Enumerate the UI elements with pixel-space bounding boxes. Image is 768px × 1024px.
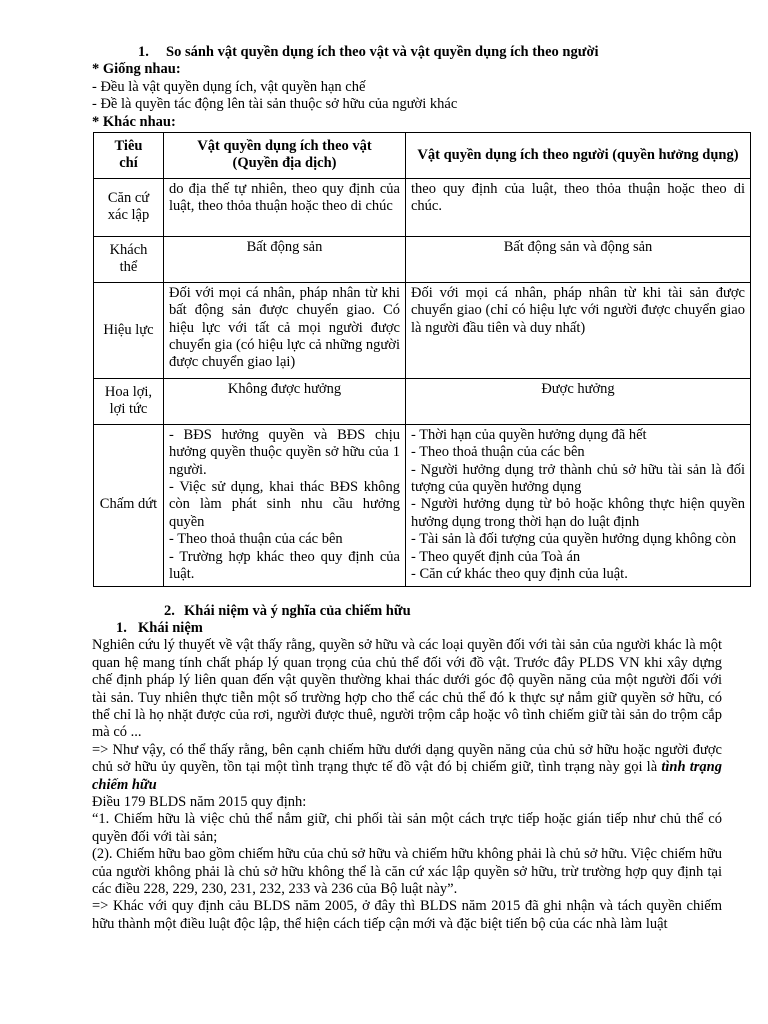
paragraph: Điều 179 BLDS năm 2015 quy định: <box>92 793 307 810</box>
termination-item: - BĐS hưởng quyền và BĐS chịu hưởng quyền thuộc quyền sở hữu của 1 người. <box>169 426 400 478</box>
comparison-table <box>93 132 751 586</box>
table-row <box>94 282 751 378</box>
section1-heading <box>138 44 725 61</box>
subsection-title: Khái niệm <box>138 619 203 636</box>
row-criterion: Khách thể <box>94 236 164 282</box>
section1-number: 1. <box>138 44 149 60</box>
table-row <box>94 236 751 282</box>
termination-item: - Thời hạn của quyền hưởng dụng đã hết <box>411 426 647 443</box>
emphasis-term: tình trạng chiếm hữu <box>92 759 722 793</box>
termination-item: - Theo thoả thuận của các bên <box>169 531 343 548</box>
paragraph: (2). Chiếm hữu bao gồm chiếm hữu của chủ sở hữu và chiếm hữu không phải là chủ sở hữu. Việc chiếm hữu của người không phải là chủ sở hữu không thể là căn cứ xác lập quyền sở hữu, trừ trường hợp quy định tại các điều 228, 229, 230, 231, 232, 233 và 236 của Bộ luật này”. <box>92 846 722 897</box>
section2-heading <box>164 603 725 620</box>
termination-item: - Căn cứ khác theo quy định của luật. <box>411 566 628 583</box>
row-easement-cell: Không được hưởng <box>164 378 406 424</box>
similar-point: - Đề là quyền tác động lên tài sản thuộc sở hữu của người khác <box>92 96 458 113</box>
termination-item: - Việc sử dụng, khai thác BĐS không còn làm phát sinh nhu cầu hưởng quyền <box>169 479 400 530</box>
different-heading: * Khác nhau: <box>92 113 176 130</box>
termination-item: - Người hưởng dụng trở thành chủ sở hữu tài sản là đối tượng của quyền hưởng dụng <box>411 461 745 496</box>
termination-item: - Tài sản là đối tượng của quyền hưởng dụng không còn <box>411 531 737 548</box>
row-usufruct-cell <box>406 424 751 586</box>
table-row <box>94 424 751 586</box>
header-easement: Vật quyền dụng ích theo vật (Quyền địa dịch) <box>164 133 406 179</box>
paragraph-text: => Như vậy, có thể thấy rằng, bên cạnh chiếm hữu dưới dạng quyền năng của chủ sở hữu hoặc người được chủ sở hữu ủy quyền, tồn tại một tình trạng thực tế đồ vật đó bị chiếm giữ, tình trạng này gọi là <box>92 741 722 776</box>
termination-item: - Người hưởng dụng từ bỏ hoặc không thực hiện quyền hưởng dụng trong thời hạn do luật định <box>411 496 745 530</box>
header-usufruct: Vật quyền dụng ích theo người (quyền hưởng dụng) <box>406 133 751 179</box>
row-usufruct-cell: Đối với mọi cá nhân, pháp nhân từ khi tài sản được chuyển giao (chỉ có hiệu lực với người được chuyển giao là người đầu tiên và duy nhất) <box>406 282 751 378</box>
row-easement-cell <box>164 424 406 586</box>
termination-item: - Theo quyết định của Toà án <box>411 548 581 565</box>
subsection-number: 1. <box>116 619 127 636</box>
termination-item: - Theo thoả thuận của các bên <box>411 444 585 461</box>
row-easement-cell: Bất động sản <box>164 236 406 282</box>
header-criterion: Tiêu chí <box>94 133 164 179</box>
row-criterion: Hoa lợi, lợi tức <box>94 378 164 424</box>
paragraph <box>92 742 722 794</box>
paragraph: Nghiên cứu lý thuyết về vật thấy rằng, quyền sở hữu và các loại quyền đối với tài sản của người khác là một quan hệ mang tính chất pháp lý quan trọng của chủ thể đối với đồ vật. Trước đây PLDS VN khi xây dựng chế định pháp lý liên quan đến vật quyền thường khai thác dưới góc độ quyền năng của một người đối với tài sản. Tuy nhiên thực tiễn một số trường hợp cho thể các chủ thể đó k thực sự nắm giữ quyền sở hữu, có thể chỉ là họ nhặt được của rơi, người được thuê, người trộm cắp hoặc vô tình chiếm giữ tài sản do trộm cắp mà có ... <box>92 637 722 741</box>
similar-point: - Đều là vật quyền dụng ích, vật quyền hạn chế <box>92 78 366 95</box>
row-usufruct-cell: Được hưởng <box>406 378 751 424</box>
section2-title: Khái niệm và ý nghĩa của chiếm hữu <box>184 602 411 619</box>
similar-heading: * Giống nhau: <box>92 61 181 78</box>
row-easement-cell: Đối với mọi cá nhân, pháp nhân từ khi bất động sản được chuyển giao. Có hiệu lực với tất cả mọi người được chuyển gia (có hiệu lực cả những người được chuyển giao lại) <box>164 282 406 378</box>
row-usufruct-cell: Bất động sản và động sản <box>406 236 751 282</box>
row-usufruct-cell: theo quy định của luật, theo thỏa thuận hoặc theo di chúc. <box>406 178 751 236</box>
table-header-row <box>94 133 751 179</box>
subsection-heading <box>116 620 725 637</box>
row-criterion: Chấm dứt <box>94 424 164 586</box>
document-page <box>92 44 745 933</box>
paragraph: “1. Chiếm hữu là việc chủ thể nắm giữ, chi phối tài sản một cách trực tiếp hoặc gián tiếp như chủ thể có quyền đối với tài sản; <box>92 811 722 845</box>
paragraph: => Khác với quy định cảu BLDS năm 2005, ở đây thì BLDS năm 2015 đã ghi nhận và tách quyền chiếm hữu thành một điều luật độc lập, thể hiện cách tiếp cận mới và đặc biệt tiến bộ của các nhà làm luật <box>92 898 722 932</box>
table-row <box>94 378 751 424</box>
row-easement-cell: do địa thế tự nhiên, theo quy định của luật, theo thỏa thuận hoặc theo di chúc <box>164 178 406 236</box>
section1-title: So sánh vật quyền dụng ích theo vật và vật quyền dụng ích theo người <box>166 44 599 60</box>
table-row <box>94 178 751 236</box>
row-criterion: Căn cứ xác lập <box>94 178 164 236</box>
section2-number: 2. <box>164 602 175 619</box>
termination-item: - Trường hợp khác theo quy định của luật. <box>169 548 400 583</box>
row-criterion: Hiệu lực <box>94 282 164 378</box>
